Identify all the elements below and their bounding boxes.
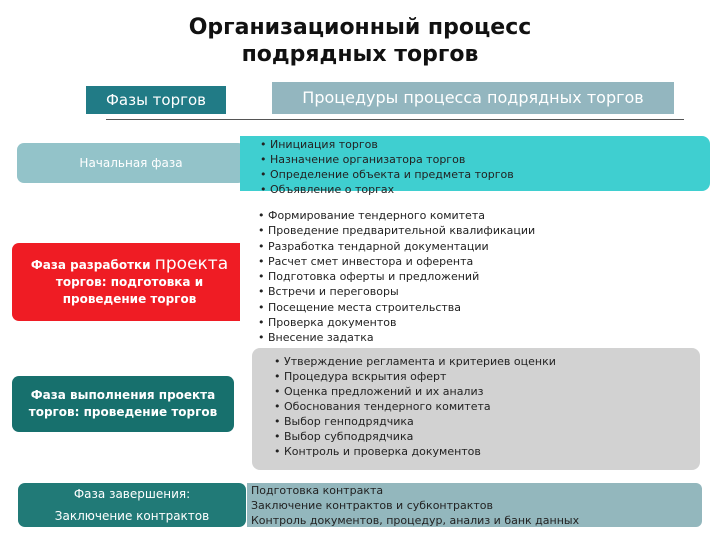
procedures-development: [240, 204, 690, 348]
list-item: • Расчет смет инвестора и оферента: [258, 254, 690, 269]
list-item: • Оценка предложений и их анализ: [274, 384, 700, 399]
list-item: • Определение объекта и предмета торгов: [260, 167, 710, 182]
phase-development-line-2: торгов: подготовка и: [55, 275, 204, 289]
list-item: • Объявление о торгах: [260, 182, 710, 197]
list-item: • Встречи и переговоры: [258, 284, 690, 299]
list-item: • Проведение предварительной квалификации: [258, 223, 690, 238]
list-item: • Утверждение регламента и критериев оценки: [274, 354, 700, 369]
phase-execution: [12, 376, 234, 432]
list-item: • Выбор субподрядчика: [274, 429, 700, 444]
list-item: • Процедура вскрытия оферт: [274, 369, 700, 384]
phase-completion-line-1: Фаза завершения:: [73, 487, 191, 501]
phase-development-text-b: проекта: [154, 254, 229, 274]
phase-development-text-a: Фаза разработки: [30, 258, 155, 272]
list-item: Контроль документов, процедур, анализ и банк данных: [251, 514, 580, 527]
procedures-execution: [252, 348, 700, 470]
phase-initial: [17, 143, 245, 183]
list-item: Заключение контрактов и субконтрактов: [251, 499, 494, 512]
phase-completion: [18, 483, 246, 527]
phase-execution-line-1: Фаза выполнения проекта: [30, 388, 216, 402]
list-item: • Внесение задатка: [258, 330, 690, 345]
phase-completion-line-2: Заключение контрактов: [54, 509, 210, 523]
phase-development-line-3: проведение торгов: [62, 292, 197, 306]
list-item: • Подготовка оферты и предложений: [258, 269, 690, 284]
list-item: • Разработка тендарной документации: [258, 239, 690, 254]
title-line-1: Организационный процесс: [188, 15, 532, 40]
list-item: • Назначение организатора торгов: [260, 152, 710, 167]
list-item: • Посещение места строительства: [258, 300, 690, 315]
phase-initial-label: Начальная фаза: [79, 155, 183, 170]
list-item: Подготовка контракта: [251, 484, 384, 497]
list-item: • Формирование тендерного комитета: [258, 208, 690, 223]
page-title: [0, 14, 720, 68]
list-item: • Проверка документов: [258, 315, 690, 330]
phase-development-line-1: [31, 256, 228, 274]
procedures-initial: [240, 136, 710, 196]
list-item: • Контроль и проверка документов: [274, 444, 700, 459]
divider-line: [106, 119, 684, 120]
list-item: • Выбор генподрядчика: [274, 414, 700, 429]
procedures-completion: [247, 483, 702, 527]
header-procedures: Процедуры процесса подрядных торгов: [272, 82, 674, 114]
phase-execution-line-2: торгов: проведение торгов: [28, 405, 218, 419]
list-item: • Инициация торгов: [260, 137, 710, 152]
title-line-2: подрядных торгов: [241, 42, 479, 67]
phase-development: [12, 243, 247, 321]
header-phases: Фазы торгов: [86, 86, 226, 114]
list-item: • Обоснования тендерного комитета: [274, 399, 700, 414]
